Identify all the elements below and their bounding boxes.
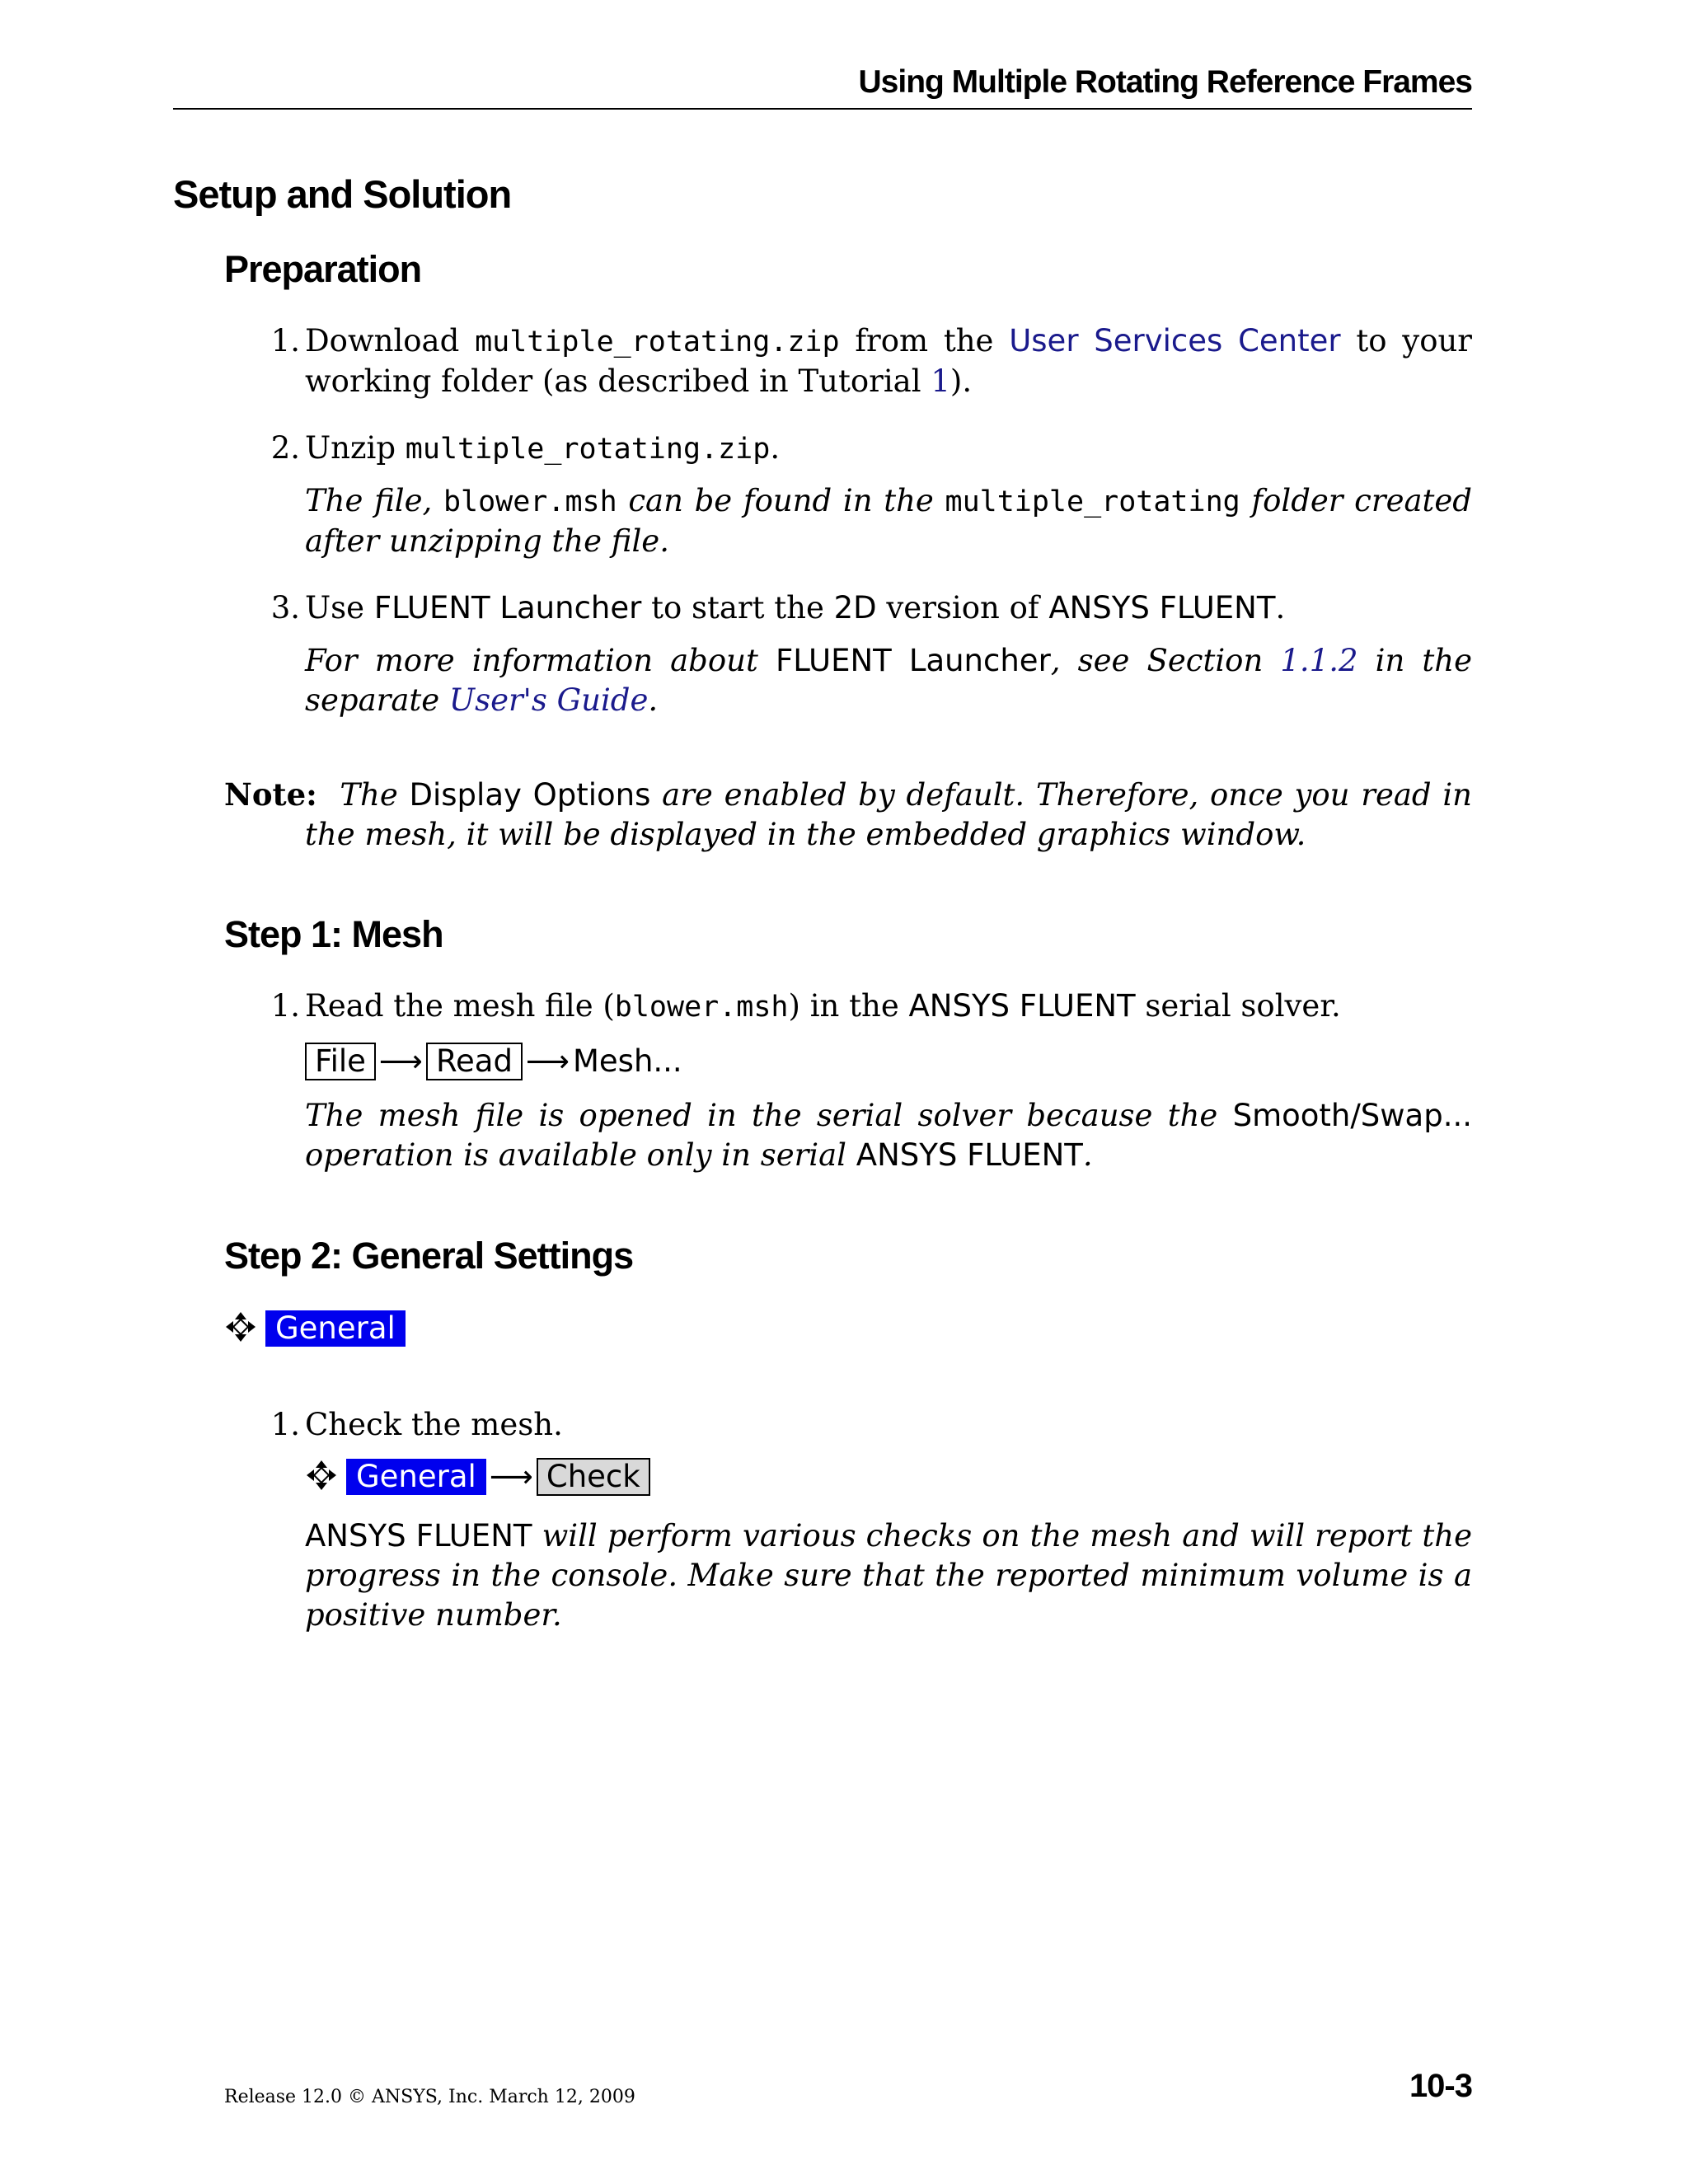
general-nav-button[interactable]: General xyxy=(265,1310,406,1347)
tutorial-ref-link[interactable]: 1 xyxy=(931,363,950,399)
navigation-pane-icon xyxy=(224,1310,257,1343)
zip-filename: multiple_rotating.zip xyxy=(475,326,840,359)
zip-filename: multiple_rotating.zip xyxy=(405,433,771,466)
general-nav-button[interactable]: General xyxy=(346,1459,486,1495)
running-title: Using Multiple Rotating Reference Frames xyxy=(858,64,1472,100)
mesh-filename: blower.msh xyxy=(443,485,617,518)
item-number: 2. xyxy=(270,430,300,466)
release-info: Release 12.0 © ANSYS, Inc. March 12, 2009 xyxy=(224,2087,635,2107)
mesh-menu-item[interactable]: Mesh... xyxy=(573,1043,682,1079)
prep-item-3-info: For more information about FLUENT Launcher, see Section 1.1.2 in the separate User's Guide. xyxy=(305,643,1472,718)
section-title: Setup and Solution xyxy=(173,172,512,216)
arrow-icon: ⟶ xyxy=(378,1043,423,1079)
item-text: Unzip multiple_rotating.zip. xyxy=(305,430,781,466)
arrow-icon: ⟶ xyxy=(525,1043,570,1079)
read-menu[interactable]: Read xyxy=(426,1043,523,1080)
item-text: Download multiple_rotating.zip from the User Services Center to your working folder (as described in Tutorial 1). xyxy=(305,323,1472,399)
mesh-filename: blower.msh xyxy=(614,991,789,1024)
users-guide-link[interactable]: User's Guide xyxy=(448,682,649,718)
item-number: 1. xyxy=(270,323,300,359)
step1-remark: The mesh file is opened in the serial solver because the Smooth/Swap... operation is available only in serial ANSYS FLUENT. xyxy=(305,1098,1472,1173)
item-number: 1. xyxy=(270,1407,300,1442)
display-options-label: Display Options xyxy=(409,777,651,813)
item-number: 1. xyxy=(270,988,300,1024)
product-name: ANSYS FLUENT xyxy=(305,1518,532,1554)
nav-general xyxy=(224,1309,406,1348)
page-number: 10-3 xyxy=(1409,2068,1472,2104)
smooth-swap-label: Smooth/Swap... xyxy=(1232,1098,1472,1133)
nav-general-check xyxy=(305,1457,650,1497)
header-rule xyxy=(173,108,1472,110)
note-block: Note: The Display Options are enabled by default. Therefore, once you read in the mesh, it will be displayed in the embedded graphics window. xyxy=(224,776,1473,852)
item-text: Read the mesh file (blower.msh) in the ANSYS FLUENT serial solver. xyxy=(305,988,1341,1024)
item-number: 3. xyxy=(270,590,300,626)
item-text: Use FLUENT Launcher to start the 2D version of ANSYS FLUENT. xyxy=(305,590,1286,626)
item-text: Check the mesh. xyxy=(305,1407,563,1442)
product-name: ANSYS FLUENT xyxy=(1048,590,1276,626)
step2-heading: Step 2: General Settings xyxy=(224,1235,634,1277)
step2-description: ANSYS FLUENT will perform various checks on the mesh and will report the progress in the console. Make sure that the reported minimum volume is a positive number. xyxy=(305,1518,1472,1633)
folder-name: multiple_rotating xyxy=(945,485,1240,518)
note-label: Note: xyxy=(224,776,317,813)
check-button[interactable]: Check xyxy=(537,1458,650,1496)
arrow-icon: ⟶ xyxy=(489,1459,533,1494)
launcher-name: FLUENT Launcher xyxy=(373,590,642,626)
preparation-heading: Preparation xyxy=(224,248,422,290)
navigation-pane-icon xyxy=(305,1459,338,1492)
user-services-center-link[interactable]: User Services Center xyxy=(1009,323,1341,359)
step1-heading: Step 1: Mesh xyxy=(224,913,443,955)
file-menu[interactable]: File xyxy=(305,1043,376,1080)
menu-path xyxy=(305,1042,682,1081)
prep-item-2-note: The file, blower.msh can be found in the multiple_rotating folder created after unzipping the file. xyxy=(305,483,1472,559)
section-ref-link[interactable]: 1.1.2 xyxy=(1280,643,1358,678)
